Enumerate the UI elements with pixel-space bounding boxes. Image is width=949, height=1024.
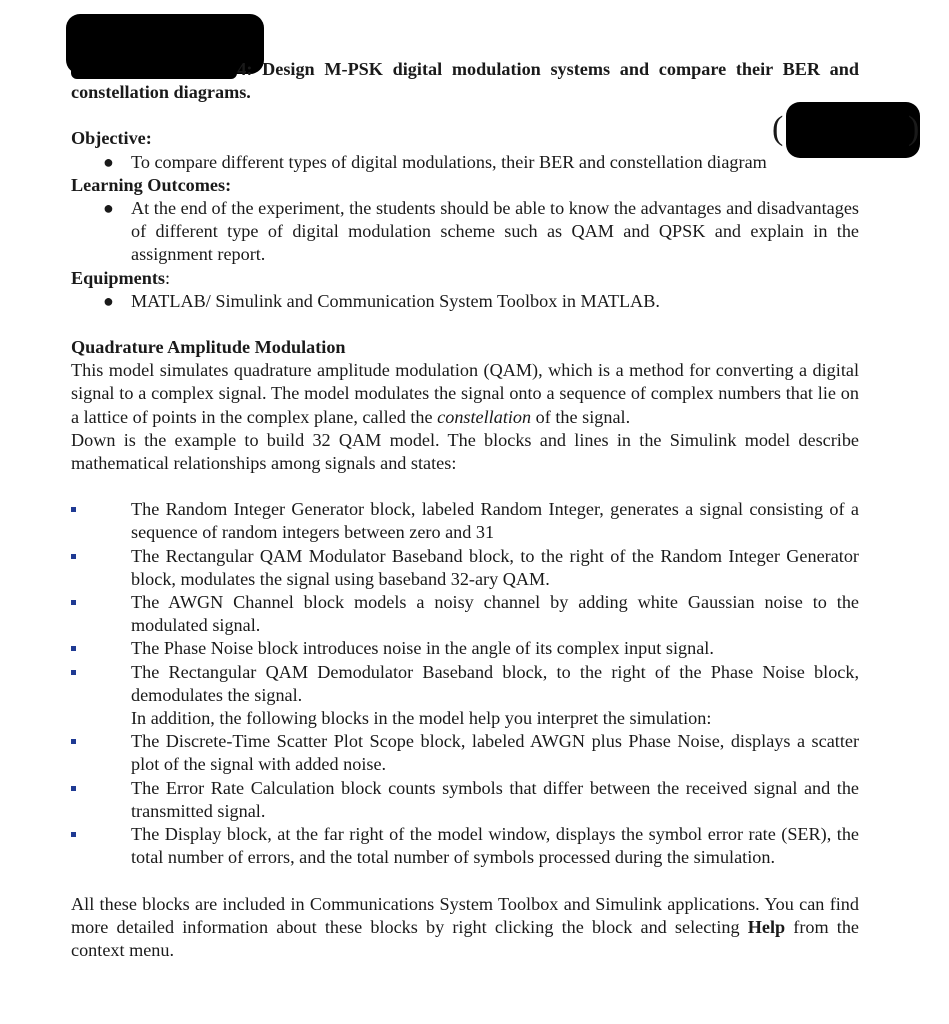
square-bullet-icon: [71, 600, 76, 605]
bullet-dot-icon: ●: [103, 290, 114, 311]
square-bullet-icon: [71, 786, 76, 791]
qam-heading: Quadrature Amplitude Modulation: [71, 337, 346, 358]
blocks-interlude: In addition, the following blocks in the model help you interpret the simulation:: [131, 708, 712, 729]
square-bullet-icon: [71, 507, 76, 512]
equipments-list: [71, 290, 859, 313]
square-bullet-icon: [71, 832, 76, 837]
objective-list: [71, 151, 859, 174]
list-item: The Random Integer Generator block, labeled Random Integer, generates a signal consisting of a sequence of random integers between zero and 31: [71, 498, 859, 544]
square-bullet-icon: [71, 646, 76, 651]
learning-outcomes-list: [71, 197, 859, 267]
closing-paragraph: All these blocks are included in Communications System Toolbox and Simulink applications. You can find more detailed information about these blocks by right clicking the block and selecting Help from the context menu.: [71, 893, 859, 960]
square-bullet-icon: [71, 739, 76, 744]
blocks-list-1: [71, 498, 859, 707]
qam-paragraph-2: Down is the example to build 32 QAM model. The blocks and lines in the Simulink model describe mathematical relationships among signals and states:: [71, 429, 859, 474]
list-item: The Discrete-Time Scatter Plot Scope block, labeled AWGN plus Phase Noise, displays a scatter plot of the signal with added noise.: [71, 730, 859, 776]
list-item: The Error Rate Calculation block counts symbols that differ between the received signal and the transmitted signal.: [71, 777, 859, 823]
list-item: The AWGN Channel block models a noisy channel by adding white Gaussian noise to the modulated signal.: [71, 591, 859, 637]
list-item: The Rectangular QAM Modulator Baseband block, to the right of the Random Integer Generator block, modulates the signal using baseband 32-ary QAM.: [71, 545, 859, 591]
redaction-right-paren-right: ): [908, 110, 920, 147]
objective-heading: Objective:: [71, 128, 152, 149]
learning-outcomes-heading: Learning Outcomes:: [71, 174, 232, 195]
blocks-list-2: [71, 730, 859, 869]
equipments-heading: Equipments:: [71, 267, 171, 288]
assignment-title: [71, 58, 859, 104]
equipment-item: ● MATLAB/ Simulink and Communication System Toolbox in MATLAB.: [71, 290, 859, 313]
square-bullet-icon: [71, 670, 76, 675]
list-item: The Phase Noise block introduces noise in the angle of its complex input signal.: [71, 637, 859, 660]
list-item: The Rectangular QAM Demodulator Baseband block, to the right of the Phase Noise block, demodulates the signal.: [71, 661, 859, 707]
bullet-dot-icon: ●: [103, 198, 114, 219]
title-text: 4: Design M-PSK digital modulation systems and compare their BER and constellation diagrams.: [71, 59, 859, 103]
redaction-right-paren-left: (: [772, 110, 784, 147]
bullet-dot-icon: ●: [103, 151, 114, 172]
learning-outcome-item: ● At the end of the experiment, the students should be able to know the advantages and disadvantages of different type of digital modulation scheme such as QAM and QPSK and explain in the assignment report.: [103, 198, 859, 265]
objective-item: ● To compare different types of digital modulations, their BER and constellation diagram: [71, 151, 859, 174]
document-page: [71, 58, 859, 962]
list-item: The Display block, at the far right of the model window, displays the symbol error rate (SER), the total number of errors, and the total number of symbols processed during the simulation.: [71, 823, 859, 869]
title-redacted-prefix: Assignment Question: [73, 59, 236, 79]
square-bullet-icon: [71, 554, 76, 559]
qam-paragraph-1: This model simulates quadrature amplitude modulation (QAM), which is a method for converting a digital signal to a complex signal. The model modulates the signal onto a sequence of complex numbers that lie on a lattice of points in the complex plane, called the constellation of the signal.: [71, 360, 859, 427]
